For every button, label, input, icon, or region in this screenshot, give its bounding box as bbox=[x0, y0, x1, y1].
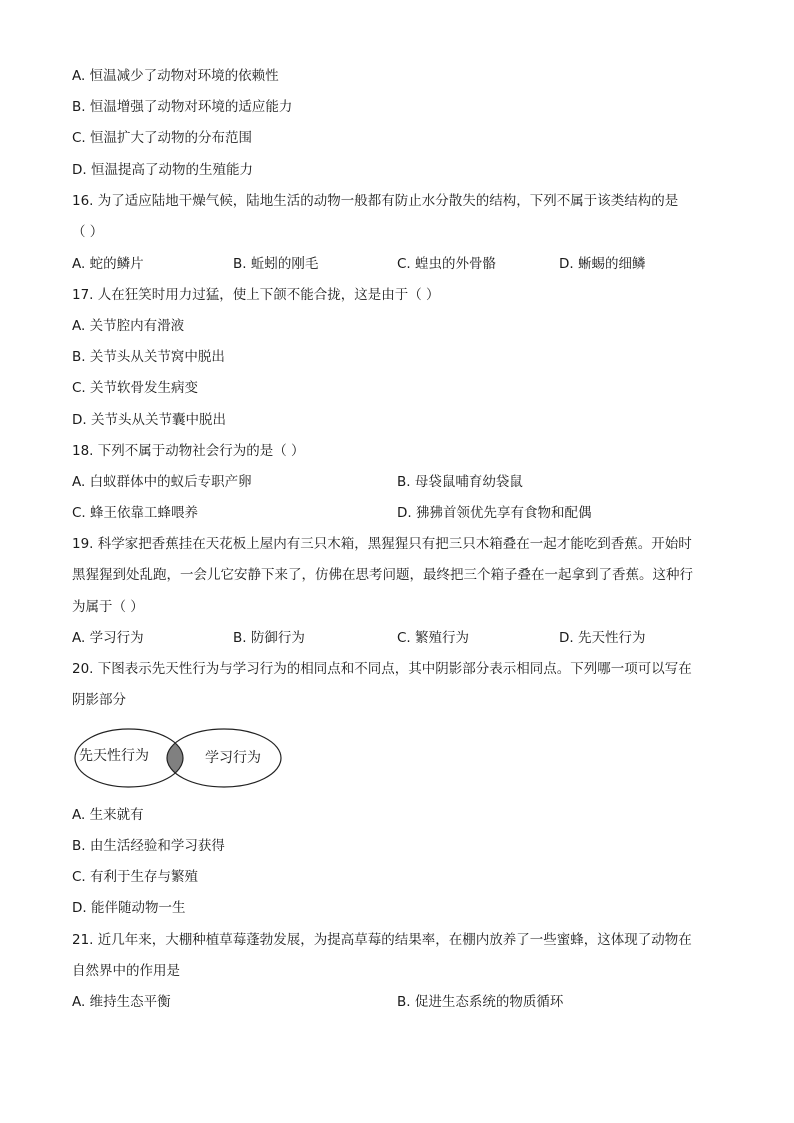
q15-option-d: D. 恒温提高了动物的生殖能力 bbox=[72, 162, 253, 178]
q21-option-b: B. 促进生态系统的物质循环 bbox=[397, 994, 564, 1010]
q17-option-a: A. 关节腔内有滑液 bbox=[72, 318, 185, 334]
q15-option-a: A. 恒温减少了动物对环境的依赖性 bbox=[72, 68, 279, 84]
q18-option-c: C. 蜂王依靠工蜂喂养 bbox=[72, 505, 199, 521]
q17-option-b: B. 关节头从关节窝中脱出 bbox=[72, 349, 225, 365]
q17-option-c: C. 关节软骨发生病变 bbox=[72, 380, 199, 396]
q15-option-b: B. 恒温增强了动物对环境的适应能力 bbox=[72, 99, 293, 115]
q16-option-c: C. 蝗虫的外骨骼 bbox=[397, 256, 497, 272]
q20-option-d: D. 能伴随动物一生 bbox=[72, 900, 186, 916]
q18-stem: 18. 下列不属于动物社会行为的是（ ） bbox=[72, 443, 305, 459]
q20-option-c: C. 有利于生存与繁殖 bbox=[72, 869, 199, 885]
q21-stem-line-2: 自然界中的作用是 bbox=[72, 963, 180, 979]
q16-option-d: D. 蜥蜴的细鳞 bbox=[559, 256, 646, 272]
venn-right-label: 学习行为 bbox=[205, 750, 261, 766]
q18-option-d: D. 狒狒首领优先享有食物和配偶 bbox=[397, 505, 592, 521]
venn-diagram bbox=[72, 726, 286, 792]
q19-option-b: B. 防御行为 bbox=[233, 630, 305, 646]
q16-stem-line-2: （ ） bbox=[72, 224, 104, 240]
q21-stem-line-1: 21. 近几年来，大棚种植草莓蓬勃发展，为提高草莓的结果率，在棚内放养了一些蜜蜂，这体现了动物在 bbox=[72, 932, 692, 948]
q20-stem-line-2: 阴影部分 bbox=[72, 692, 126, 708]
q16-option-a: A. 蛇的鳞片 bbox=[72, 256, 144, 272]
venn-left-label: 先天性行为 bbox=[79, 748, 149, 764]
q20-stem-line-1: 20. 下图表示先天性行为与学习行为的相同点和不同点，其中阴影部分表示相同点。下列哪一项可以写在 bbox=[72, 661, 692, 677]
q18-option-b: B. 母袋鼠哺育幼袋鼠 bbox=[397, 474, 523, 490]
q19-option-d: D. 先天性行为 bbox=[559, 630, 646, 646]
q21-option-a: A. 维持生态平衡 bbox=[72, 994, 171, 1010]
q18-option-a: A. 白蚁群体中的蚁后专职产卵 bbox=[72, 474, 252, 490]
q17-option-d: D. 关节头从关节囊中脱出 bbox=[72, 412, 226, 428]
q15-option-c: C. 恒温扩大了动物的分布范围 bbox=[72, 130, 253, 146]
q19-stem-line-3: 为属于（ ） bbox=[72, 599, 144, 615]
q19-option-c: C. 繁殖行为 bbox=[397, 630, 470, 646]
q20-option-b: B. 由生活经验和学习获得 bbox=[72, 838, 225, 854]
q19-stem-line-1: 19. 科学家把香蕉挂在天花板上屋内有三只木箱，黑猩猩只有把三只木箱叠在一起才能吃到香蕉。开始时 bbox=[72, 536, 692, 552]
q17-stem: 17. 人在狂笑时用力过猛，使上下颌不能合拢，这是由于（ ） bbox=[72, 287, 440, 303]
q16-stem-line-1: 16. 为了适应陆地干燥气候，陆地生活的动物一般都有防止水分散失的结构，下列不属于该类结构的是 bbox=[72, 193, 679, 209]
q16-option-b: B. 蚯蚓的刚毛 bbox=[233, 256, 319, 272]
q19-stem-line-2: 黑猩猩到处乱跑，一会儿它安静下来了，仿佛在思考问题，最终把三个箱子叠在一起拿到了香蕉。这种行 bbox=[72, 567, 693, 583]
q20-option-a: A. 生来就有 bbox=[72, 807, 144, 823]
q19-option-a: A. 学习行为 bbox=[72, 630, 144, 646]
